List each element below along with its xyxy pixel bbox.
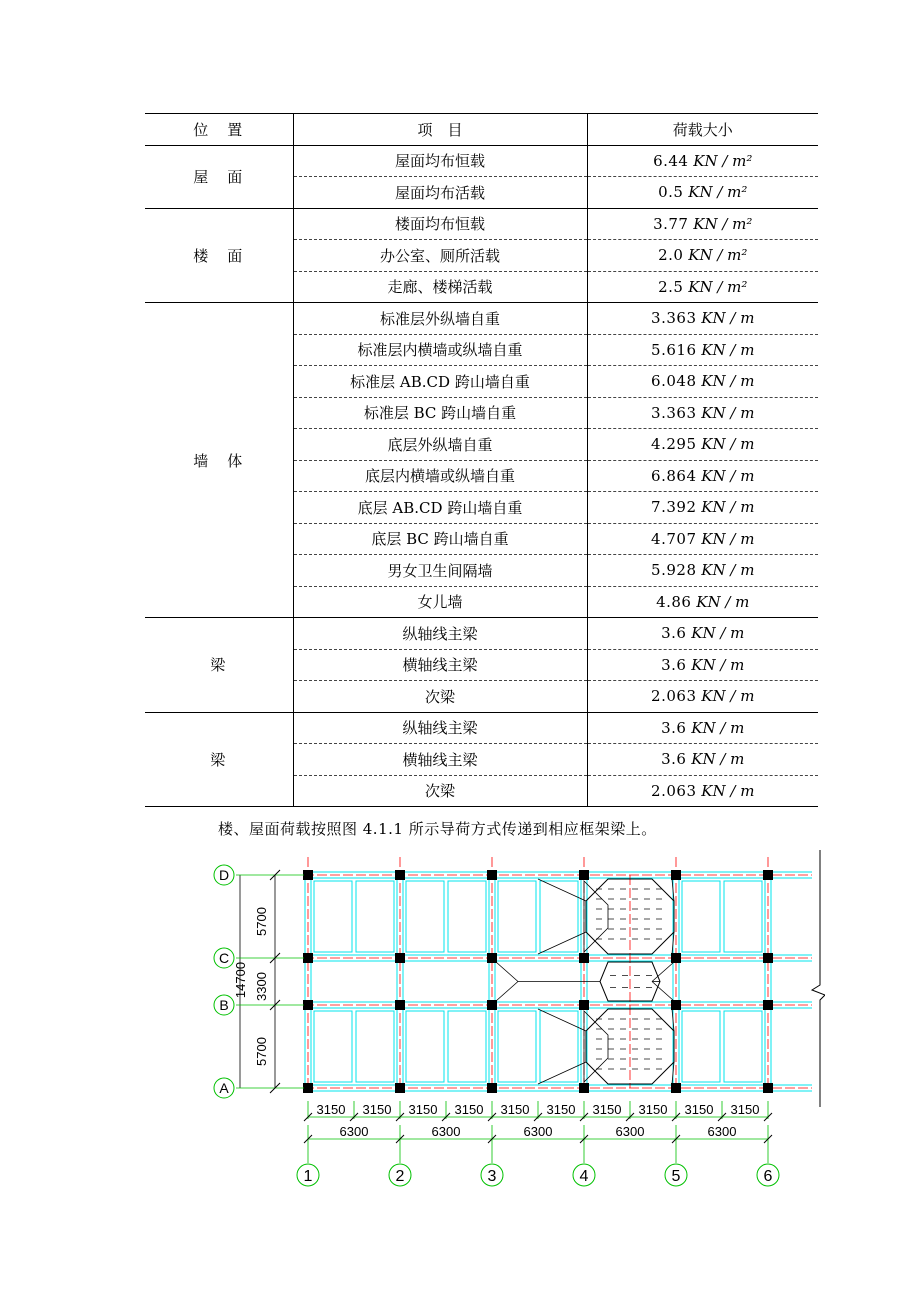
load-value: 5.928 <box>651 561 697 580</box>
room-outline <box>356 1011 394 1082</box>
load-unit: KN / m <box>701 435 755 454</box>
header-load: 荷载大小 <box>587 114 818 146</box>
item-cell: 次梁 <box>293 775 587 807</box>
dim-text-14700: 14700 <box>233 961 248 999</box>
load-unit: KN / m <box>701 403 755 422</box>
column <box>579 870 589 880</box>
room-outline <box>356 881 394 952</box>
header-position: 位 置 <box>145 114 293 146</box>
break-line <box>812 850 825 1107</box>
dim-text-6300: 6300 <box>339 1124 369 1139</box>
load-unit: KN / m <box>691 718 745 737</box>
column <box>671 1000 681 1010</box>
room-outline <box>406 1011 444 1082</box>
column <box>671 1083 681 1093</box>
tributary-line <box>652 982 674 1002</box>
dim-text-5700: 5700 <box>254 1037 269 1066</box>
item-cell: 标准层外纵墙自重 <box>293 303 587 335</box>
load-cell <box>587 177 818 209</box>
load-cell <box>587 618 818 650</box>
axis-label-1: 1 <box>303 1168 313 1185</box>
load-cell <box>587 303 818 335</box>
table-header-row <box>145 114 818 146</box>
axis-label-5: 5 <box>671 1168 681 1185</box>
column <box>395 870 405 880</box>
load-cell <box>587 334 818 366</box>
load-unit: KN / m <box>691 655 745 674</box>
dim-text-6300: 6300 <box>707 1124 737 1139</box>
load-value: 4.707 <box>651 529 697 548</box>
column <box>303 870 313 880</box>
tributary-line <box>652 962 674 982</box>
axis-label-4: 4 <box>579 1168 589 1185</box>
load-cell <box>587 397 818 429</box>
item-cell: 底层 BC 跨山墙自重 <box>293 523 587 555</box>
tributary-line <box>538 1062 586 1084</box>
load-value: 3.363 <box>651 403 697 422</box>
dim-text-3150: 3150 <box>454 1102 484 1117</box>
item-cell: 横轴线主梁 <box>293 744 587 776</box>
column <box>487 953 497 963</box>
load-unit: KN / m² <box>693 214 753 233</box>
position-cell: 楼 面 <box>145 208 293 303</box>
load-unit: KN / m <box>701 498 755 517</box>
load-value: 6.44 <box>653 151 689 170</box>
load-unit: KN / m <box>701 561 755 580</box>
column <box>487 870 497 880</box>
column <box>395 1000 405 1010</box>
load-unit: KN / m <box>701 466 755 485</box>
column <box>671 953 681 963</box>
dim-text-3150: 3150 <box>592 1102 622 1117</box>
item-cell: 标准层 BC 跨山墙自重 <box>293 397 587 429</box>
load-unit: KN / m <box>691 750 745 769</box>
room-outline <box>448 881 486 952</box>
room-outline <box>724 881 762 952</box>
load-cell <box>587 145 818 177</box>
load-unit: KN / m <box>701 309 755 328</box>
dim-text-5700: 5700 <box>254 907 269 936</box>
dim-text-3150: 3150 <box>638 1102 668 1117</box>
column <box>395 1083 405 1093</box>
load-value: 0.5 <box>658 183 684 202</box>
room-outline <box>498 1011 536 1082</box>
load-value: 7.392 <box>651 498 697 517</box>
load-value: 4.86 <box>656 592 692 611</box>
load-unit: KN / m² <box>688 183 748 202</box>
load-cell <box>587 271 818 303</box>
table-row <box>145 618 818 650</box>
dim-text-3300: 3300 <box>254 972 269 1001</box>
column <box>303 953 313 963</box>
load-cell <box>587 240 818 272</box>
item-cell: 男女卫生间隔墙 <box>293 555 587 587</box>
dim-text-3150: 3150 <box>500 1102 530 1117</box>
axis-label-3: 3 <box>487 1168 497 1185</box>
room-outline <box>406 881 444 952</box>
load-cell <box>587 208 818 240</box>
load-cell <box>587 681 818 713</box>
item-cell: 走廊、楼梯活载 <box>293 271 587 303</box>
tributary-line <box>496 962 518 982</box>
load-cell <box>587 555 818 587</box>
tributary-line <box>496 982 518 1002</box>
dim-text-6300: 6300 <box>615 1124 645 1139</box>
column <box>303 1000 313 1010</box>
column <box>763 870 773 880</box>
load-cell <box>587 744 818 776</box>
load-cell <box>587 366 818 398</box>
load-unit: KN / m² <box>688 277 748 296</box>
column <box>579 1000 589 1010</box>
load-value: 3.6 <box>661 750 687 769</box>
item-cell: 女儿墙 <box>293 586 587 618</box>
table-row <box>145 208 818 240</box>
room-outline <box>498 881 536 952</box>
column <box>487 1083 497 1093</box>
item-cell: 办公室、厕所活载 <box>293 240 587 272</box>
dim-text-3150: 3150 <box>546 1102 576 1117</box>
header-item: 项 目 <box>293 114 587 146</box>
load-unit: KN / m <box>701 340 755 359</box>
load-unit: KN / m <box>696 592 750 611</box>
item-cell: 底层内横墙或纵墙自重 <box>293 460 587 492</box>
column <box>763 1083 773 1093</box>
load-cell <box>587 460 818 492</box>
item-cell: 底层外纵墙自重 <box>293 429 587 461</box>
position-cell: 墙 体 <box>145 303 293 618</box>
column <box>395 953 405 963</box>
axis-label-C: C <box>218 950 230 966</box>
room-outline <box>724 1011 762 1082</box>
load-value: 6.048 <box>651 372 697 391</box>
axis-label-B: B <box>219 997 229 1013</box>
position-cell: 梁 <box>145 618 293 713</box>
load-cell <box>587 649 818 681</box>
item-cell: 纵轴线主梁 <box>293 712 587 744</box>
dim-text-3150: 3150 <box>316 1102 346 1117</box>
load-unit: KN / m <box>691 624 745 643</box>
room-outline <box>540 881 578 952</box>
room-outline <box>540 1011 578 1082</box>
axis-label-2: 2 <box>395 1168 405 1185</box>
load-table <box>145 113 818 807</box>
column <box>579 953 589 963</box>
table-row <box>145 145 818 177</box>
column <box>763 1000 773 1010</box>
load-unit: KN / m <box>701 372 755 391</box>
room-outline <box>314 881 352 952</box>
load-cell <box>587 429 818 461</box>
item-cell: 次梁 <box>293 681 587 713</box>
axis-label-A: A <box>219 1080 229 1096</box>
position-cell: 梁 <box>145 712 293 807</box>
column <box>671 870 681 880</box>
load-value: 3.6 <box>661 655 687 674</box>
room-outline <box>682 1011 720 1082</box>
dim-text-3150: 3150 <box>684 1102 714 1117</box>
tributary-line <box>538 1009 586 1031</box>
load-value: 3.6 <box>661 624 687 643</box>
table-body <box>145 145 818 807</box>
item-cell: 标准层内横墙或纵墙自重 <box>293 334 587 366</box>
load-value: 2.5 <box>658 277 684 296</box>
load-value: 4.295 <box>651 435 697 454</box>
table-row <box>145 712 818 744</box>
load-cell <box>587 492 818 524</box>
load-unit: KN / m <box>701 529 755 548</box>
load-value: 5.616 <box>651 340 697 359</box>
load-value: 3.6 <box>661 718 687 737</box>
figure-caption: 楼、屋面荷载按照图 4.1.1 所示导荷方式传递到相应框架梁上。 <box>218 820 657 838</box>
tributary-line <box>538 879 586 901</box>
load-cell <box>587 712 818 744</box>
dim-text-3150: 3150 <box>408 1102 438 1117</box>
item-cell: 屋面均布活载 <box>293 177 587 209</box>
tributary-line <box>538 932 586 954</box>
item-cell: 楼面均布恒载 <box>293 208 587 240</box>
load-cell <box>587 775 818 807</box>
load-unit: KN / m <box>701 687 755 706</box>
column <box>303 1083 313 1093</box>
load-value: 2.063 <box>651 781 697 800</box>
load-value: 3.77 <box>653 214 689 233</box>
room-outline <box>448 1011 486 1082</box>
column <box>579 1083 589 1093</box>
dim-text-3150: 3150 <box>730 1102 760 1117</box>
position-cell: 屋 面 <box>145 145 293 208</box>
item-cell: 纵轴线主梁 <box>293 618 587 650</box>
item-cell: 横轴线主梁 <box>293 649 587 681</box>
item-cell: 屋面均布恒载 <box>293 145 587 177</box>
dim-text-6300: 6300 <box>523 1124 553 1139</box>
load-unit: KN / m² <box>688 246 748 265</box>
room-outline <box>314 1011 352 1082</box>
floor-plan-drawing <box>200 845 825 1190</box>
axis-label-6: 6 <box>763 1168 773 1185</box>
axis-label-D: D <box>218 867 230 883</box>
column <box>763 953 773 963</box>
item-cell: 标准层 AB.CD 跨山墙自重 <box>293 366 587 398</box>
load-cell <box>587 586 818 618</box>
load-value: 3.363 <box>651 309 697 328</box>
item-cell: 底层 AB.CD 跨山墙自重 <box>293 492 587 524</box>
room-outline <box>682 881 720 952</box>
column <box>487 1000 497 1010</box>
load-cell <box>587 523 818 555</box>
dim-text-6300: 6300 <box>431 1124 461 1139</box>
load-value: 2.0 <box>658 246 684 265</box>
table-row <box>145 303 818 335</box>
dim-text-3150: 3150 <box>362 1102 392 1117</box>
load-unit: KN / m <box>701 781 755 800</box>
load-value: 6.864 <box>651 466 697 485</box>
load-value: 2.063 <box>651 687 697 706</box>
load-unit: KN / m² <box>693 151 753 170</box>
